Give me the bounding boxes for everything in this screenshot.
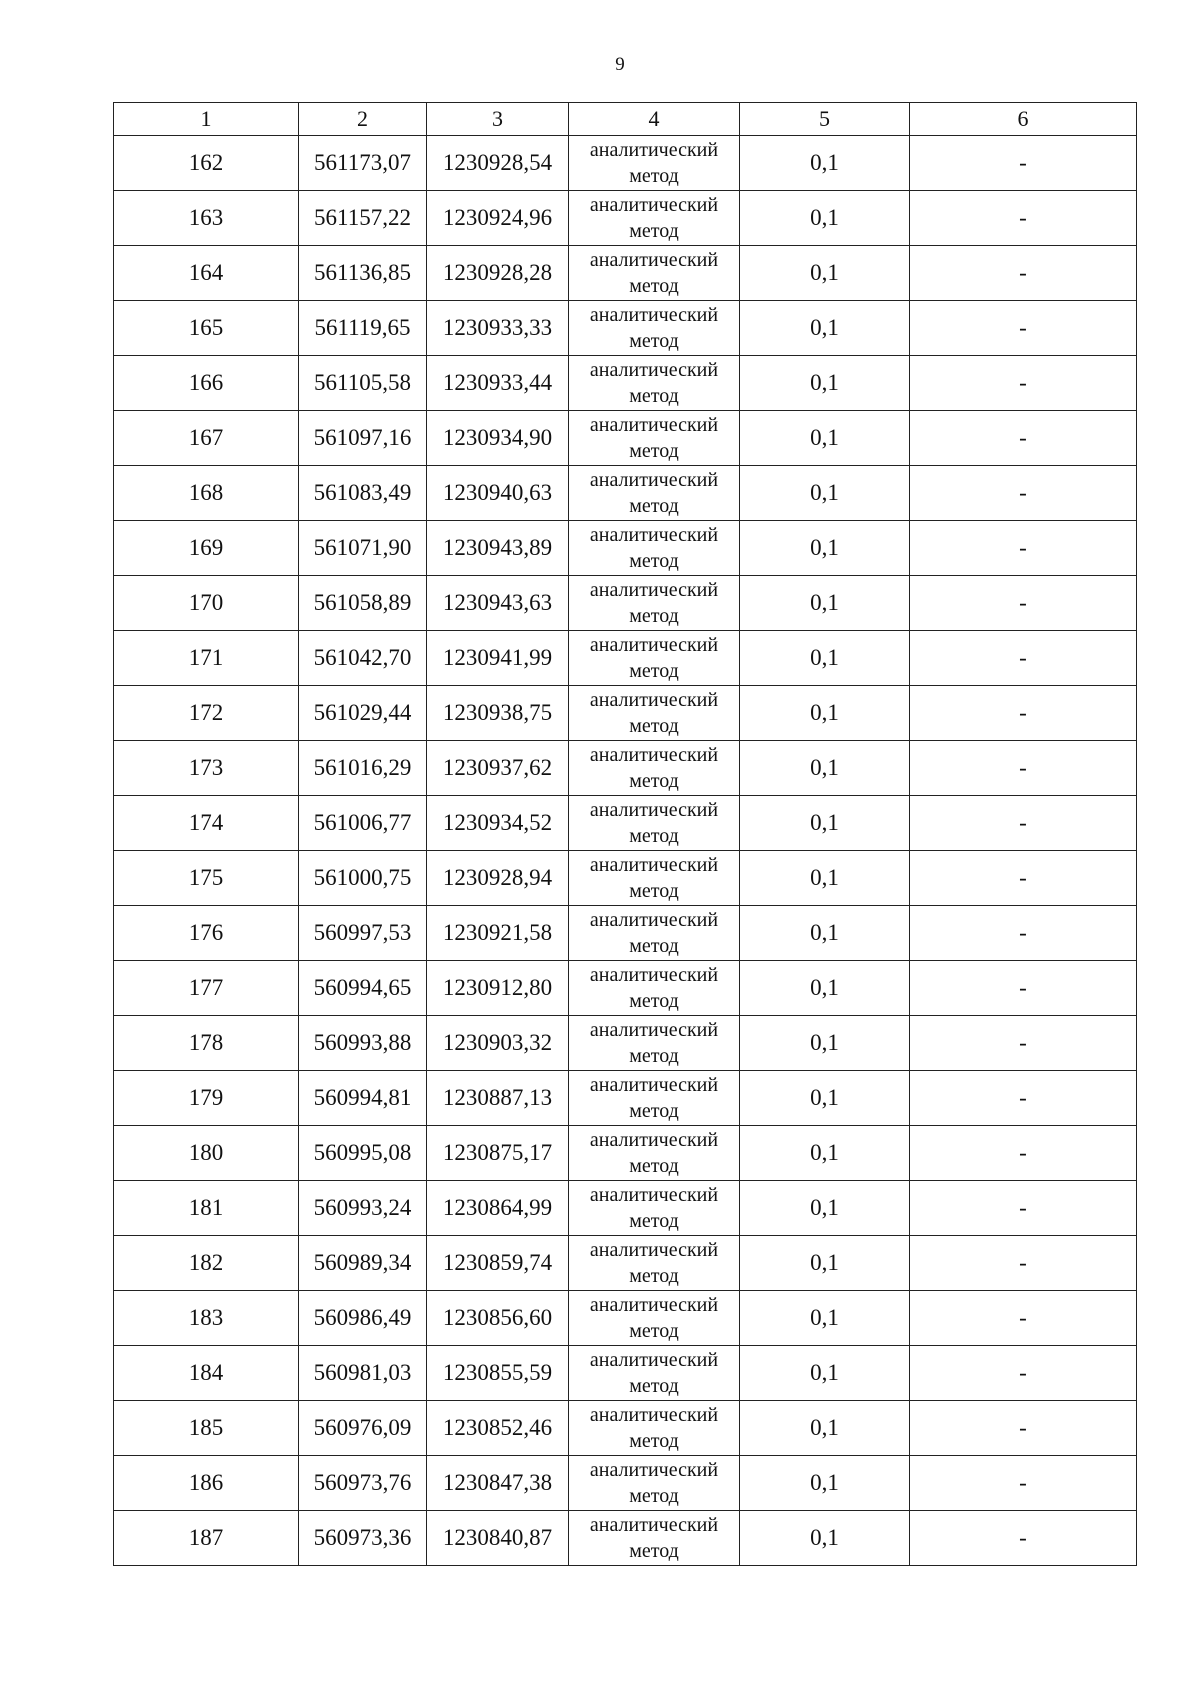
y-coordinate-cell: 1230875,17 [427,1126,569,1181]
method-cell [569,686,740,741]
method-cell [569,136,740,191]
y-coordinate-cell: 1230928,54 [427,136,569,191]
table-row [114,1236,1137,1291]
y-coordinate-cell: 1230859,74 [427,1236,569,1291]
x-coordinate-cell: 560986,49 [299,1291,427,1346]
accuracy-cell: 0,1 [740,301,910,356]
method-text-line: аналитический [589,1019,719,1041]
method-text-line: аналитический [589,1459,719,1481]
y-coordinate-cell: 1230921,58 [427,906,569,961]
coordinates-table [113,102,1137,1566]
x-coordinate-cell: 560995,08 [299,1126,427,1181]
y-coordinate-cell: 1230943,63 [427,576,569,631]
y-coordinate-cell: 1230933,33 [427,301,569,356]
table-header [114,103,1137,136]
table-row [114,1181,1137,1236]
y-coordinate-cell: 1230924,96 [427,191,569,246]
method-text-line: метод [629,495,679,517]
page-number: 9 [615,54,625,75]
note-cell: - [910,1126,1137,1181]
point-number-cell: 164 [114,246,299,301]
accuracy-cell: 0,1 [740,961,910,1016]
note-cell: - [910,1346,1137,1401]
x-coordinate-cell: 561006,77 [299,796,427,851]
method-text-line: метод [629,1100,679,1122]
y-coordinate-cell: 1230855,59 [427,1346,569,1401]
table-row [114,191,1137,246]
method-text-line: аналитический [589,799,719,821]
accuracy-cell: 0,1 [740,1291,910,1346]
table-row [114,906,1137,961]
y-coordinate-cell: 1230903,32 [427,1016,569,1071]
point-number-cell: 186 [114,1456,299,1511]
method-text-line: аналитический [589,1129,719,1151]
header-cell-2: 2 [299,103,427,136]
table-row [114,1401,1137,1456]
method-cell [569,356,740,411]
note-cell: - [910,1236,1137,1291]
x-coordinate-cell: 560976,09 [299,1401,427,1456]
note-cell: - [910,356,1137,411]
note-cell: - [910,136,1137,191]
note-cell: - [910,741,1137,796]
x-coordinate-cell: 560993,88 [299,1016,427,1071]
method-text-line: аналитический [589,964,719,986]
method-text-line: аналитический [589,194,719,216]
method-cell [569,961,740,1016]
method-text-line: аналитический [589,854,719,876]
y-coordinate-cell: 1230847,38 [427,1456,569,1511]
method-text-line: метод [629,880,679,902]
point-number-cell: 168 [114,466,299,521]
point-number-cell: 171 [114,631,299,686]
accuracy-cell: 0,1 [740,631,910,686]
y-coordinate-cell: 1230940,63 [427,466,569,521]
y-coordinate-cell: 1230864,99 [427,1181,569,1236]
method-text-line: метод [629,1155,679,1177]
table-row [114,521,1137,576]
method-cell [569,246,740,301]
note-cell: - [910,466,1137,521]
table-row [114,1456,1137,1511]
method-text-line: аналитический [589,139,719,161]
point-number-cell: 170 [114,576,299,631]
table-row [114,1016,1137,1071]
x-coordinate-cell: 560997,53 [299,906,427,961]
method-text-line: аналитический [589,1074,719,1096]
accuracy-cell: 0,1 [740,1126,910,1181]
point-number-cell: 167 [114,411,299,466]
accuracy-cell: 0,1 [740,576,910,631]
x-coordinate-cell: 560973,36 [299,1511,427,1566]
accuracy-cell: 0,1 [740,1236,910,1291]
method-cell [569,631,740,686]
x-coordinate-cell: 561097,16 [299,411,427,466]
note-cell: - [910,1016,1137,1071]
note-cell: - [910,961,1137,1016]
point-number-cell: 165 [114,301,299,356]
note-cell: - [910,796,1137,851]
x-coordinate-cell: 560993,24 [299,1181,427,1236]
method-text-line: метод [629,715,679,737]
table-row [114,1346,1137,1401]
method-text-line: метод [629,1320,679,1342]
accuracy-cell: 0,1 [740,851,910,906]
method-text-line: метод [629,220,679,242]
method-cell [569,466,740,521]
method-cell [569,301,740,356]
note-cell: - [910,851,1137,906]
point-number-cell: 179 [114,1071,299,1126]
note-cell: - [910,411,1137,466]
note-cell: - [910,1456,1137,1511]
header-cell-6: 6 [910,103,1137,136]
point-number-cell: 178 [114,1016,299,1071]
method-text-line: метод [629,825,679,847]
note-cell: - [910,521,1137,576]
table-row [114,411,1137,466]
note-cell: - [910,906,1137,961]
point-number-cell: 183 [114,1291,299,1346]
note-cell: - [910,301,1137,356]
table-body [114,136,1137,1566]
point-number-cell: 169 [114,521,299,576]
x-coordinate-cell: 561042,70 [299,631,427,686]
x-coordinate-cell: 561136,85 [299,246,427,301]
y-coordinate-cell: 1230943,89 [427,521,569,576]
method-text-line: аналитический [589,1239,719,1261]
note-cell: - [910,686,1137,741]
x-coordinate-cell: 560989,34 [299,1236,427,1291]
x-coordinate-cell: 561016,29 [299,741,427,796]
accuracy-cell: 0,1 [740,906,910,961]
table-row [114,1511,1137,1566]
y-coordinate-cell: 1230934,90 [427,411,569,466]
x-coordinate-cell: 561083,49 [299,466,427,521]
x-coordinate-cell: 561058,89 [299,576,427,631]
method-cell [569,411,740,466]
table-row [114,686,1137,741]
point-number-cell: 172 [114,686,299,741]
point-number-cell: 174 [114,796,299,851]
y-coordinate-cell: 1230938,75 [427,686,569,741]
point-number-cell: 182 [114,1236,299,1291]
point-number-cell: 162 [114,136,299,191]
table-row [114,356,1137,411]
note-cell: - [910,1181,1137,1236]
accuracy-cell: 0,1 [740,1346,910,1401]
method-text-line: метод [629,770,679,792]
method-text-line: аналитический [589,1349,719,1371]
method-cell [569,741,740,796]
method-text-line: метод [629,330,679,352]
table-row [114,301,1137,356]
method-cell [569,1126,740,1181]
method-cell [569,906,740,961]
note-cell: - [910,576,1137,631]
accuracy-cell: 0,1 [740,1016,910,1071]
y-coordinate-cell: 1230912,80 [427,961,569,1016]
method-text-line: аналитический [589,579,719,601]
method-text-line: метод [629,935,679,957]
method-text-line: аналитический [589,249,719,271]
accuracy-cell: 0,1 [740,1071,910,1126]
y-coordinate-cell: 1230856,60 [427,1291,569,1346]
point-number-cell: 181 [114,1181,299,1236]
accuracy-cell: 0,1 [740,1456,910,1511]
table-row [114,466,1137,521]
accuracy-cell: 0,1 [740,686,910,741]
method-text-line: метод [629,990,679,1012]
x-coordinate-cell: 561157,22 [299,191,427,246]
header-cell-4: 4 [569,103,740,136]
table-row [114,1126,1137,1181]
y-coordinate-cell: 1230928,94 [427,851,569,906]
x-coordinate-cell: 560994,81 [299,1071,427,1126]
method-text-line: аналитический [589,359,719,381]
note-cell: - [910,1401,1137,1456]
table-row [114,576,1137,631]
method-cell [569,1071,740,1126]
method-cell [569,851,740,906]
point-number-cell: 173 [114,741,299,796]
method-text-line: аналитический [589,744,719,766]
table-row [114,851,1137,906]
header-cell-1: 1 [114,103,299,136]
header-row [114,103,1137,136]
point-number-cell: 177 [114,961,299,1016]
x-coordinate-cell: 560981,03 [299,1346,427,1401]
method-text-line: метод [629,1045,679,1067]
method-cell [569,1511,740,1566]
point-number-cell: 176 [114,906,299,961]
x-coordinate-cell: 561173,07 [299,136,427,191]
y-coordinate-cell: 1230941,99 [427,631,569,686]
method-text-line: метод [629,1430,679,1452]
method-cell [569,576,740,631]
accuracy-cell: 0,1 [740,136,910,191]
note-cell: - [910,191,1137,246]
table-row [114,631,1137,686]
method-text-line: аналитический [589,1294,719,1316]
table-row [114,246,1137,301]
accuracy-cell: 0,1 [740,1511,910,1566]
y-coordinate-cell: 1230934,52 [427,796,569,851]
y-coordinate-cell: 1230840,87 [427,1511,569,1566]
x-coordinate-cell: 561119,65 [299,301,427,356]
y-coordinate-cell: 1230928,28 [427,246,569,301]
accuracy-cell: 0,1 [740,796,910,851]
method-cell [569,521,740,576]
accuracy-cell: 0,1 [740,1401,910,1456]
method-text-line: аналитический [589,634,719,656]
x-coordinate-cell: 560994,65 [299,961,427,1016]
point-number-cell: 166 [114,356,299,411]
note-cell: - [910,1291,1137,1346]
method-text-line: метод [629,550,679,572]
point-number-cell: 187 [114,1511,299,1566]
method-cell [569,796,740,851]
method-text-line: аналитический [589,909,719,931]
method-text-line: аналитический [589,1404,719,1426]
method-cell [569,1346,740,1401]
method-text-line: метод [629,1210,679,1232]
y-coordinate-cell: 1230852,46 [427,1401,569,1456]
note-cell: - [910,246,1137,301]
header-cell-5: 5 [740,103,910,136]
accuracy-cell: 0,1 [740,1181,910,1236]
note-cell: - [910,631,1137,686]
method-text-line: метод [629,1485,679,1507]
method-cell [569,1291,740,1346]
accuracy-cell: 0,1 [740,411,910,466]
method-text-line: метод [629,165,679,187]
table-row [114,961,1137,1016]
method-cell [569,1456,740,1511]
accuracy-cell: 0,1 [740,191,910,246]
note-cell: - [910,1511,1137,1566]
accuracy-cell: 0,1 [740,521,910,576]
method-cell [569,191,740,246]
table-row [114,136,1137,191]
method-text-line: аналитический [589,689,719,711]
method-text-line: аналитический [589,1184,719,1206]
method-text-line: метод [629,1540,679,1562]
table-row [114,796,1137,851]
accuracy-cell: 0,1 [740,466,910,521]
x-coordinate-cell: 560973,76 [299,1456,427,1511]
method-text-line: аналитический [589,524,719,546]
point-number-cell: 175 [114,851,299,906]
point-number-cell: 180 [114,1126,299,1181]
method-text-line: аналитический [589,1514,719,1536]
x-coordinate-cell: 561029,44 [299,686,427,741]
method-text-line: аналитический [589,414,719,436]
x-coordinate-cell: 561000,75 [299,851,427,906]
point-number-cell: 163 [114,191,299,246]
point-number-cell: 185 [114,1401,299,1456]
table-row [114,1291,1137,1346]
x-coordinate-cell: 561071,90 [299,521,427,576]
method-text-line: метод [629,1265,679,1287]
method-text-line: метод [629,440,679,462]
point-number-cell: 184 [114,1346,299,1401]
method-cell [569,1236,740,1291]
header-cell-3: 3 [427,103,569,136]
method-text-line: метод [629,385,679,407]
method-text-line: аналитический [589,304,719,326]
table-row [114,1071,1137,1126]
note-cell: - [910,1071,1137,1126]
method-cell [569,1181,740,1236]
table-row [114,741,1137,796]
method-text-line: метод [629,660,679,682]
y-coordinate-cell: 1230887,13 [427,1071,569,1126]
y-coordinate-cell: 1230933,44 [427,356,569,411]
y-coordinate-cell: 1230937,62 [427,741,569,796]
x-coordinate-cell: 561105,58 [299,356,427,411]
method-cell [569,1016,740,1071]
method-text-line: метод [629,1375,679,1397]
accuracy-cell: 0,1 [740,246,910,301]
method-text-line: метод [629,605,679,627]
method-text-line: аналитический [589,469,719,491]
method-text-line: метод [629,275,679,297]
accuracy-cell: 0,1 [740,741,910,796]
method-cell [569,1401,740,1456]
accuracy-cell: 0,1 [740,356,910,411]
